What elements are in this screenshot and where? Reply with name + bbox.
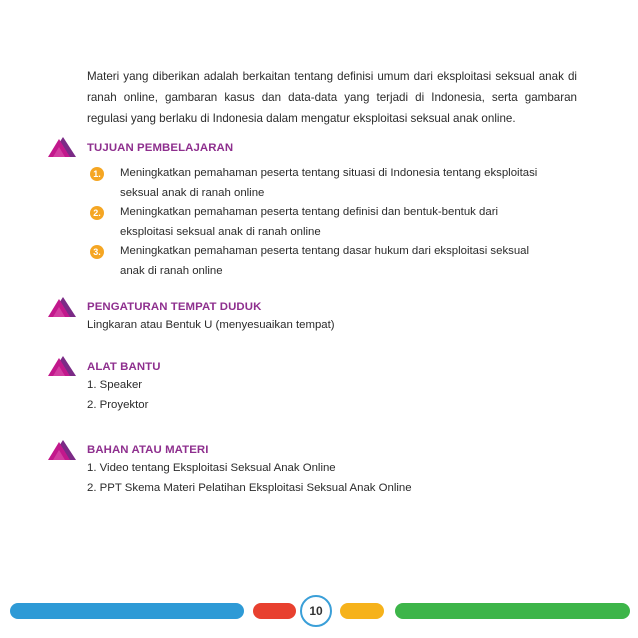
objective-line: Meningkatkan pemahaman peserta tentang definisi dan bentuk-bentuk dari xyxy=(120,206,499,218)
section-title-tujuan: TUJUAN PEMBELAJARAN xyxy=(87,142,234,154)
section-title-bahan: BAHAN ATAU MATERI xyxy=(87,444,209,456)
footer-bar-green xyxy=(395,603,630,619)
objective-line: Meningkatkan pemahaman peserta tentang dasar hukum dari eksploitasi seksual xyxy=(120,245,530,257)
section-title-alat-bantu: ALAT BANTU xyxy=(87,361,161,373)
number-badge: 2. xyxy=(90,206,104,220)
page-number: 10 xyxy=(300,595,332,627)
objective-line: Meningkatkan pemahaman peserta tentang situasi di Indonesia tentang eksploitasi xyxy=(120,167,538,179)
section-title-tempat-duduk: PENGATURAN TEMPAT DUDUK xyxy=(87,301,262,313)
footer-bar-yellow xyxy=(340,603,384,619)
objective-line: seksual anak di ranah online xyxy=(120,186,265,199)
list-item: 2. Proyektor xyxy=(87,399,149,411)
list-item xyxy=(90,203,580,242)
triangle-icon xyxy=(47,355,77,377)
list-item: 2. PPT Skema Materi Pelatihan Eksploitasi Seksual Anak Online xyxy=(87,482,412,494)
number-badge: 1. xyxy=(90,167,104,181)
intro-paragraph: Materi yang diberikan adalah berkaitan tentang definisi umum dari eksploitasi seksual anak di ranah online, gambaran kasus dan data-data yang terjadi di Indonesia, serta gambaran regulasi yang berlaku di Indonesia dalam mengatur eksploitasi seksual anak online. xyxy=(87,70,577,125)
list-item xyxy=(90,242,580,281)
list-item xyxy=(90,164,580,203)
number-badge: 3. xyxy=(90,245,104,259)
list-item: 1. Video tentang Eksploitasi Seksual Anak Online xyxy=(87,462,336,474)
footer-bar-red xyxy=(253,603,296,619)
seating-text: Lingkaran atau Bentuk U (menyesuaikan tempat) xyxy=(87,319,335,331)
triangle-icon xyxy=(47,439,77,461)
footer-bar-blue xyxy=(10,603,244,619)
triangle-icon xyxy=(47,296,77,318)
objective-line: anak di ranah online xyxy=(120,264,223,277)
triangle-icon xyxy=(47,136,77,158)
list-item: 1. Speaker xyxy=(87,379,143,391)
objectives-list xyxy=(90,164,580,281)
objective-line: eksploitasi seksual anak di ranah online xyxy=(120,225,321,238)
